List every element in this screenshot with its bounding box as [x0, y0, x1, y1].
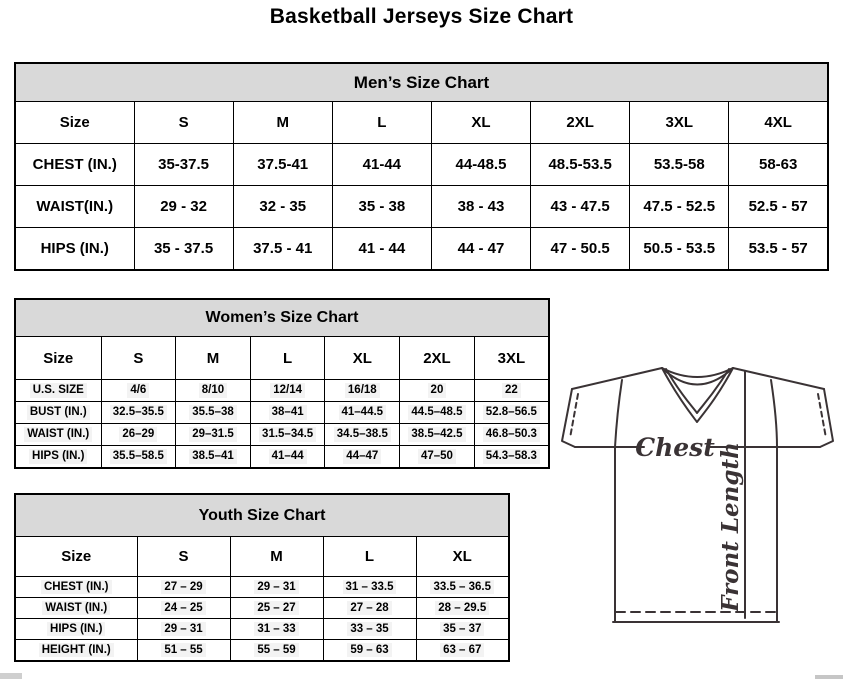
table-title: Youth Size Chart — [15, 494, 509, 537]
cell-value: 33 – 35 — [323, 619, 416, 640]
cell-value: 22 — [474, 380, 549, 402]
cell-value: 41–44 — [250, 446, 325, 469]
cell-value: 44 - 47 — [431, 228, 530, 271]
row-label: CHEST (IN.) — [15, 144, 134, 186]
row-label: HIPS (IN.) — [15, 619, 137, 640]
column-header: M — [176, 337, 251, 380]
cell-value: 41–44.5 — [325, 402, 400, 424]
cell-value: 32.5–35.5 — [101, 402, 176, 424]
cell-value: 4/6 — [101, 380, 176, 402]
cell-value: 52.8–56.5 — [474, 402, 549, 424]
cell-value: 53.5-58 — [630, 144, 729, 186]
cell-value: 35-37.5 — [134, 144, 233, 186]
cell-value: 59 – 63 — [323, 640, 416, 662]
measure-lines — [575, 371, 820, 618]
cell-value: 43 - 47.5 — [531, 186, 630, 228]
cell-value: 31 – 33 — [230, 619, 323, 640]
cell-value: 29–31.5 — [176, 424, 251, 446]
cell-value: 41-44 — [332, 144, 431, 186]
cell-value: 54.3–58.3 — [474, 446, 549, 469]
column-header: M — [233, 102, 332, 144]
column-header: XL — [416, 537, 509, 577]
row-label: WAIST (IN.) — [15, 598, 137, 619]
cell-value: 48.5-53.5 — [531, 144, 630, 186]
row-label: WAIST(IN.) — [15, 186, 134, 228]
cell-value: 35.5–38 — [176, 402, 251, 424]
cell-value: 46.8–50.3 — [474, 424, 549, 446]
cell-value: 31 – 33.5 — [323, 577, 416, 598]
cell-value: 27 – 28 — [323, 598, 416, 619]
cell-value: 32 - 35 — [233, 186, 332, 228]
cell-value: 44–47 — [325, 446, 400, 469]
jersey-outline — [562, 368, 833, 622]
row-label: CHEST (IN.) — [15, 577, 137, 598]
cell-value: 37.5 - 41 — [233, 228, 332, 271]
cell-value: 53.5 - 57 — [729, 228, 828, 271]
cell-value: 31.5–34.5 — [250, 424, 325, 446]
cell-value: 55 – 59 — [230, 640, 323, 662]
cell-value: 27 – 29 — [137, 577, 230, 598]
cell-value: 38.5–41 — [176, 446, 251, 469]
column-header: Size — [15, 337, 101, 380]
cell-value: 35 - 38 — [332, 186, 431, 228]
cell-value: 28 – 29.5 — [416, 598, 509, 619]
cell-value: 41 - 44 — [332, 228, 431, 271]
front-length-label: Front Length — [717, 442, 744, 612]
cell-value: 8/10 — [176, 380, 251, 402]
column-header: L — [332, 102, 431, 144]
cell-value: 37.5-41 — [233, 144, 332, 186]
cell-value: 63 – 67 — [416, 640, 509, 662]
youth-size-chart-table — [14, 493, 510, 662]
cell-value: 38 - 43 — [431, 186, 530, 228]
row-label: U.S. SIZE — [15, 380, 101, 402]
jersey-measurement-diagram — [552, 356, 842, 672]
row-label: WAIST (IN.) — [15, 424, 101, 446]
row-label: BUST (IN.) — [15, 402, 101, 424]
chest-label: Chest — [635, 433, 715, 462]
cell-value: 58-63 — [729, 144, 828, 186]
cell-value: 47–50 — [400, 446, 475, 469]
cell-value: 35 - 37.5 — [134, 228, 233, 271]
cell-value: 35.5–58.5 — [101, 446, 176, 469]
column-header: XL — [431, 102, 530, 144]
column-header: M — [230, 537, 323, 577]
cell-value: 47.5 - 52.5 — [630, 186, 729, 228]
column-header: 3XL — [630, 102, 729, 144]
cell-value: 29 - 32 — [134, 186, 233, 228]
cell-value: 20 — [400, 380, 475, 402]
cell-value: 50.5 - 53.5 — [630, 228, 729, 271]
cell-value: 38.5–42.5 — [400, 424, 475, 446]
column-header: L — [250, 337, 325, 380]
cell-value: 51 – 55 — [137, 640, 230, 662]
column-header: S — [134, 102, 233, 144]
cell-value: 38–41 — [250, 402, 325, 424]
column-header: Size — [15, 537, 137, 577]
column-header: S — [101, 337, 176, 380]
cell-value: 26–29 — [101, 424, 176, 446]
row-label: HEIGHT (IN.) — [15, 640, 137, 662]
cell-value: 29 – 31 — [137, 619, 230, 640]
row-label: HIPS (IN.) — [15, 446, 101, 469]
selection-handle-left — [0, 673, 22, 679]
cell-value: 52.5 - 57 — [729, 186, 828, 228]
cell-value: 12/14 — [250, 380, 325, 402]
mens-size-chart-table — [14, 62, 829, 271]
cell-value: 47 - 50.5 — [531, 228, 630, 271]
column-header: 3XL — [474, 337, 549, 380]
column-header: 4XL — [729, 102, 828, 144]
page-title: Basketball Jerseys Size Chart — [269, 5, 574, 28]
cell-value: 29 – 31 — [230, 577, 323, 598]
cell-value: 24 – 25 — [137, 598, 230, 619]
column-header: S — [137, 537, 230, 577]
column-header: Size — [15, 102, 134, 144]
column-header: 2XL — [531, 102, 630, 144]
cell-value: 33.5 – 36.5 — [416, 577, 509, 598]
column-header: 2XL — [400, 337, 475, 380]
cell-value: 34.5–38.5 — [325, 424, 400, 446]
column-header: L — [323, 537, 416, 577]
cell-value: 25 – 27 — [230, 598, 323, 619]
selection-handle-right — [815, 675, 843, 679]
table-title: Women’s Size Chart — [15, 299, 549, 337]
row-label: HIPS (IN.) — [15, 228, 134, 271]
column-header: XL — [325, 337, 400, 380]
womens-size-chart-table — [14, 298, 550, 469]
cell-value: 44.5–48.5 — [400, 402, 475, 424]
cell-value: 44-48.5 — [431, 144, 530, 186]
table-title: Men’s Size Chart — [15, 63, 828, 102]
cell-value: 16/18 — [325, 380, 400, 402]
cell-value: 35 – 37 — [416, 619, 509, 640]
